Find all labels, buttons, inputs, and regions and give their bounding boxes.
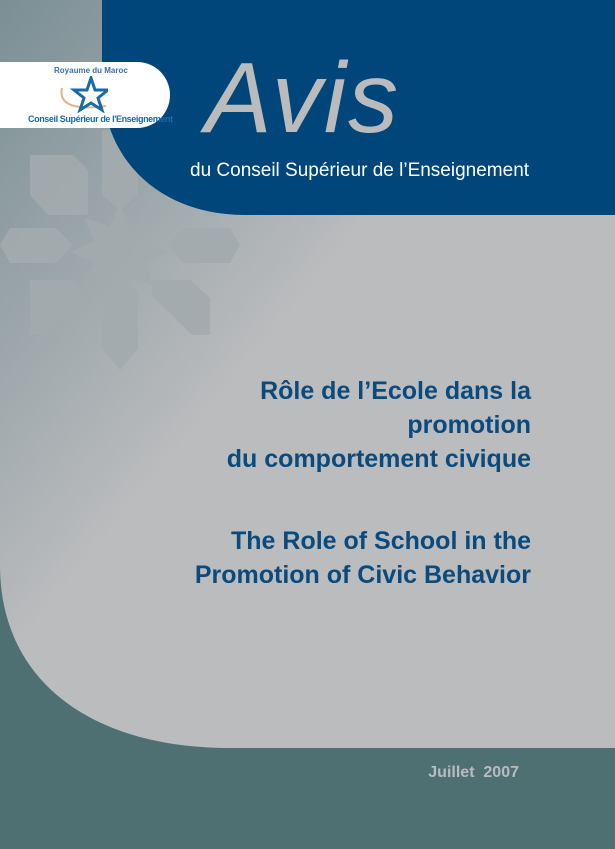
title-en-line: Promotion of Civic Behavior: [194, 561, 531, 589]
title-fr-line: promotion: [407, 411, 531, 439]
logo-top-text: Royaume du Maroc: [54, 66, 128, 75]
header-title: Avis: [205, 42, 401, 154]
publication-date: Juillet 2007: [428, 764, 519, 781]
title-en-line: The Role of School in the: [231, 527, 531, 555]
csE-logo: [0, 62, 173, 128]
title-fr-line: du comportement civique: [226, 445, 531, 473]
title-fr-line: Rôle de l’Ecole dans la: [260, 377, 531, 405]
header-subtitle: du Conseil Supérieur de l’Enseignement: [190, 160, 530, 181]
star-emblem-icon: [58, 76, 108, 114]
logo-bottom-text: Conseil Supérieur de l'Enseignement: [28, 114, 173, 124]
title-english: [195, 524, 531, 592]
title-french: [227, 374, 531, 476]
